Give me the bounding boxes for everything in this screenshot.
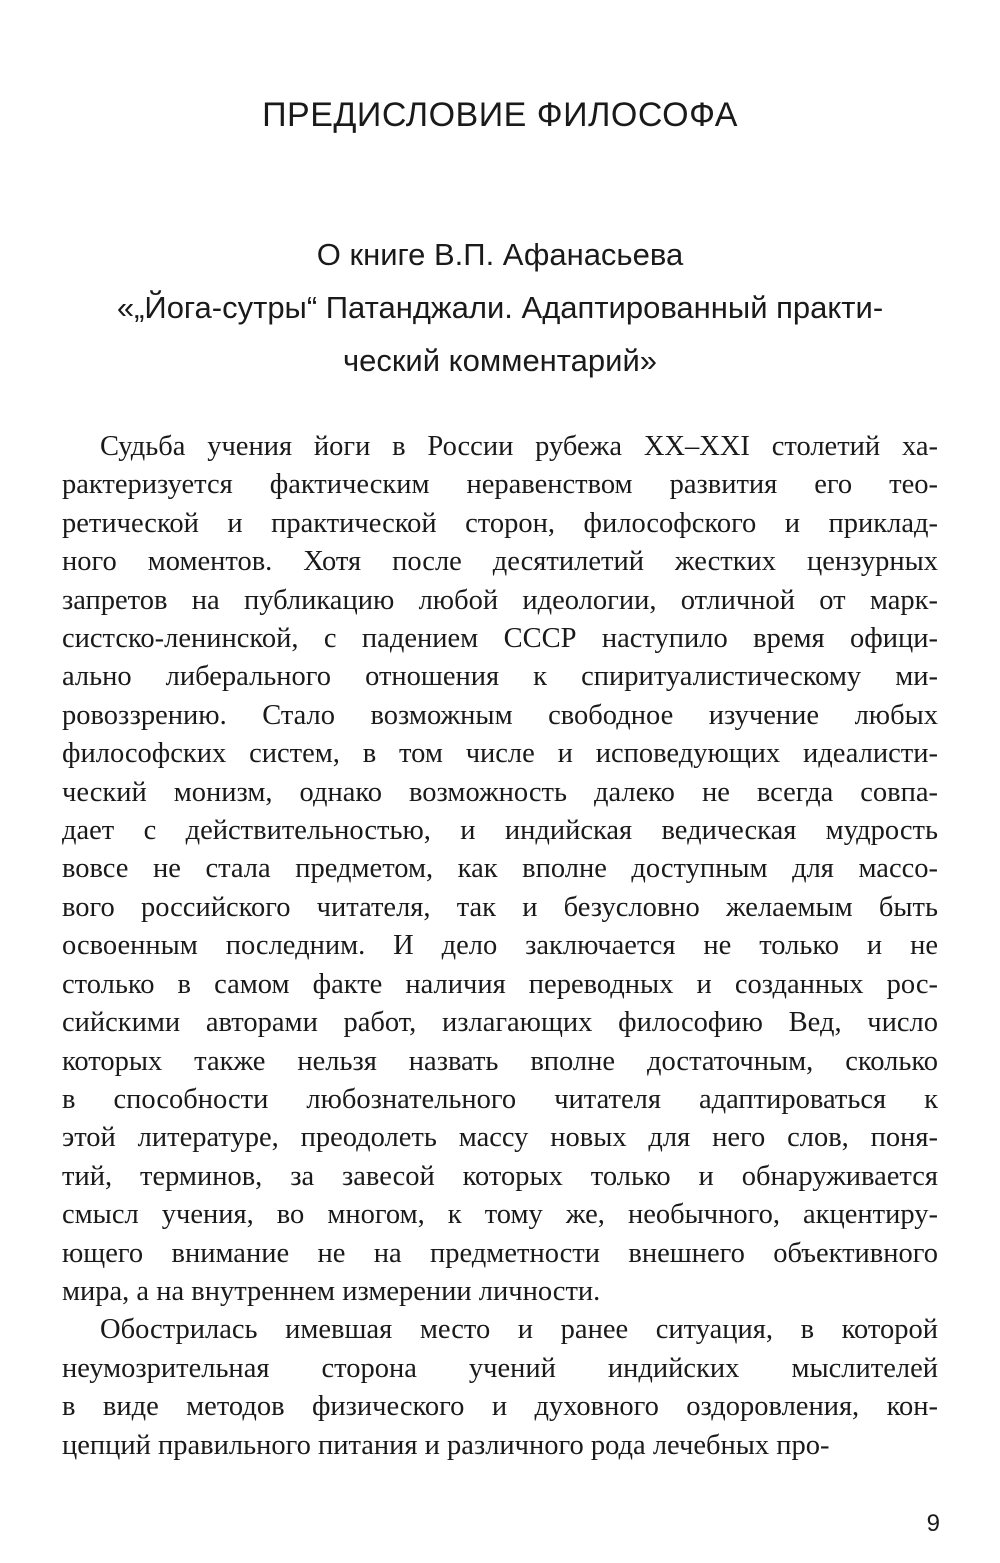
text-line: тий, терминов, за завесой которых только и обнаруживается — [62, 1160, 938, 1192]
text-line: ровоззрению. Стало возможным свободное изучение любых — [62, 699, 938, 731]
text-line: ческий монизм, однако возможность далеко не всегда совпа- — [62, 776, 938, 808]
book-heading-line-3: ческий комментарий» — [342, 343, 658, 378]
section-title: ПРЕДИСЛОВИЕ ФИЛОСОФА — [262, 96, 738, 134]
text-line: в способности любознательного читателя адаптироваться к — [62, 1083, 938, 1115]
text-line: вовсе не стала предметом, как вполне доступным для массо- — [62, 853, 938, 885]
paragraph — [62, 1311, 938, 1465]
page-number: 9 — [926, 1510, 940, 1537]
text-line: в виде методов физического и духовного оздоровления, кон- — [62, 1391, 938, 1423]
text-line: цепций правильного питания и различного рода лечебных про- — [62, 1429, 830, 1461]
text-line: ретической и практической сторон, философского и приклад- — [62, 507, 938, 539]
text-line: рактеризуется фактическим неравенством развития его тео- — [62, 469, 938, 501]
text-line: ного моментов. Хотя после десятилетий жестких цензурных — [62, 546, 938, 578]
body-text — [62, 428, 938, 1465]
text-line: запретов на публикацию любой идеологии, отличной от марк- — [62, 584, 938, 616]
text-line: философских систем, в том числе и исповедующих идеалисти- — [62, 738, 938, 770]
text-line: вого российского читателя, так и безусловно желаемым быть — [62, 891, 938, 923]
text-line: которых также нельзя назвать вполне достаточным, сколько — [62, 1045, 938, 1077]
text-line: ющего внимание не на предметности внешнего объективного — [62, 1237, 938, 1269]
text-line: столько в самом факте наличия переводных и созданных рос- — [62, 968, 938, 1000]
text-line: дает с действительностью, и индийская ведическая мудрость — [62, 815, 938, 847]
text-line: неумозрительная сторона учений индийских мыслителей — [62, 1352, 938, 1384]
text-line: освоенным последним. И дело заключается не только и не — [62, 930, 938, 962]
text-line: сийскими авторами работ, излагающих философию Вед, число — [62, 1007, 938, 1039]
text-line: этой литературе, преодолеть массу новых для него слов, поня- — [62, 1122, 938, 1154]
text-line: мира, а на внутреннем измерении личности. — [62, 1275, 601, 1307]
book-heading-line-1: О книге В.П. Афанасьева — [316, 237, 684, 272]
text-line: смысл учения, во многом, к тому же, необычного, акцентиру- — [62, 1199, 938, 1231]
text-line: Обострилась имевшая место и ранее ситуация, в которой — [100, 1314, 938, 1346]
text-line: Судьба учения йоги в России рубежа XX–XXI столетий ха- — [100, 431, 938, 462]
text-line: систско-ленинской, с падением СССР наступило время офици- — [62, 623, 938, 655]
text-line: ально либерального отношения к спиритуалистическому ми- — [62, 661, 938, 693]
book-heading-line-2: «„Йога-сутры“ Патанджали. Адаптированный практи- — [116, 290, 884, 325]
book-heading — [60, 228, 940, 387]
paragraph — [62, 428, 938, 1311]
